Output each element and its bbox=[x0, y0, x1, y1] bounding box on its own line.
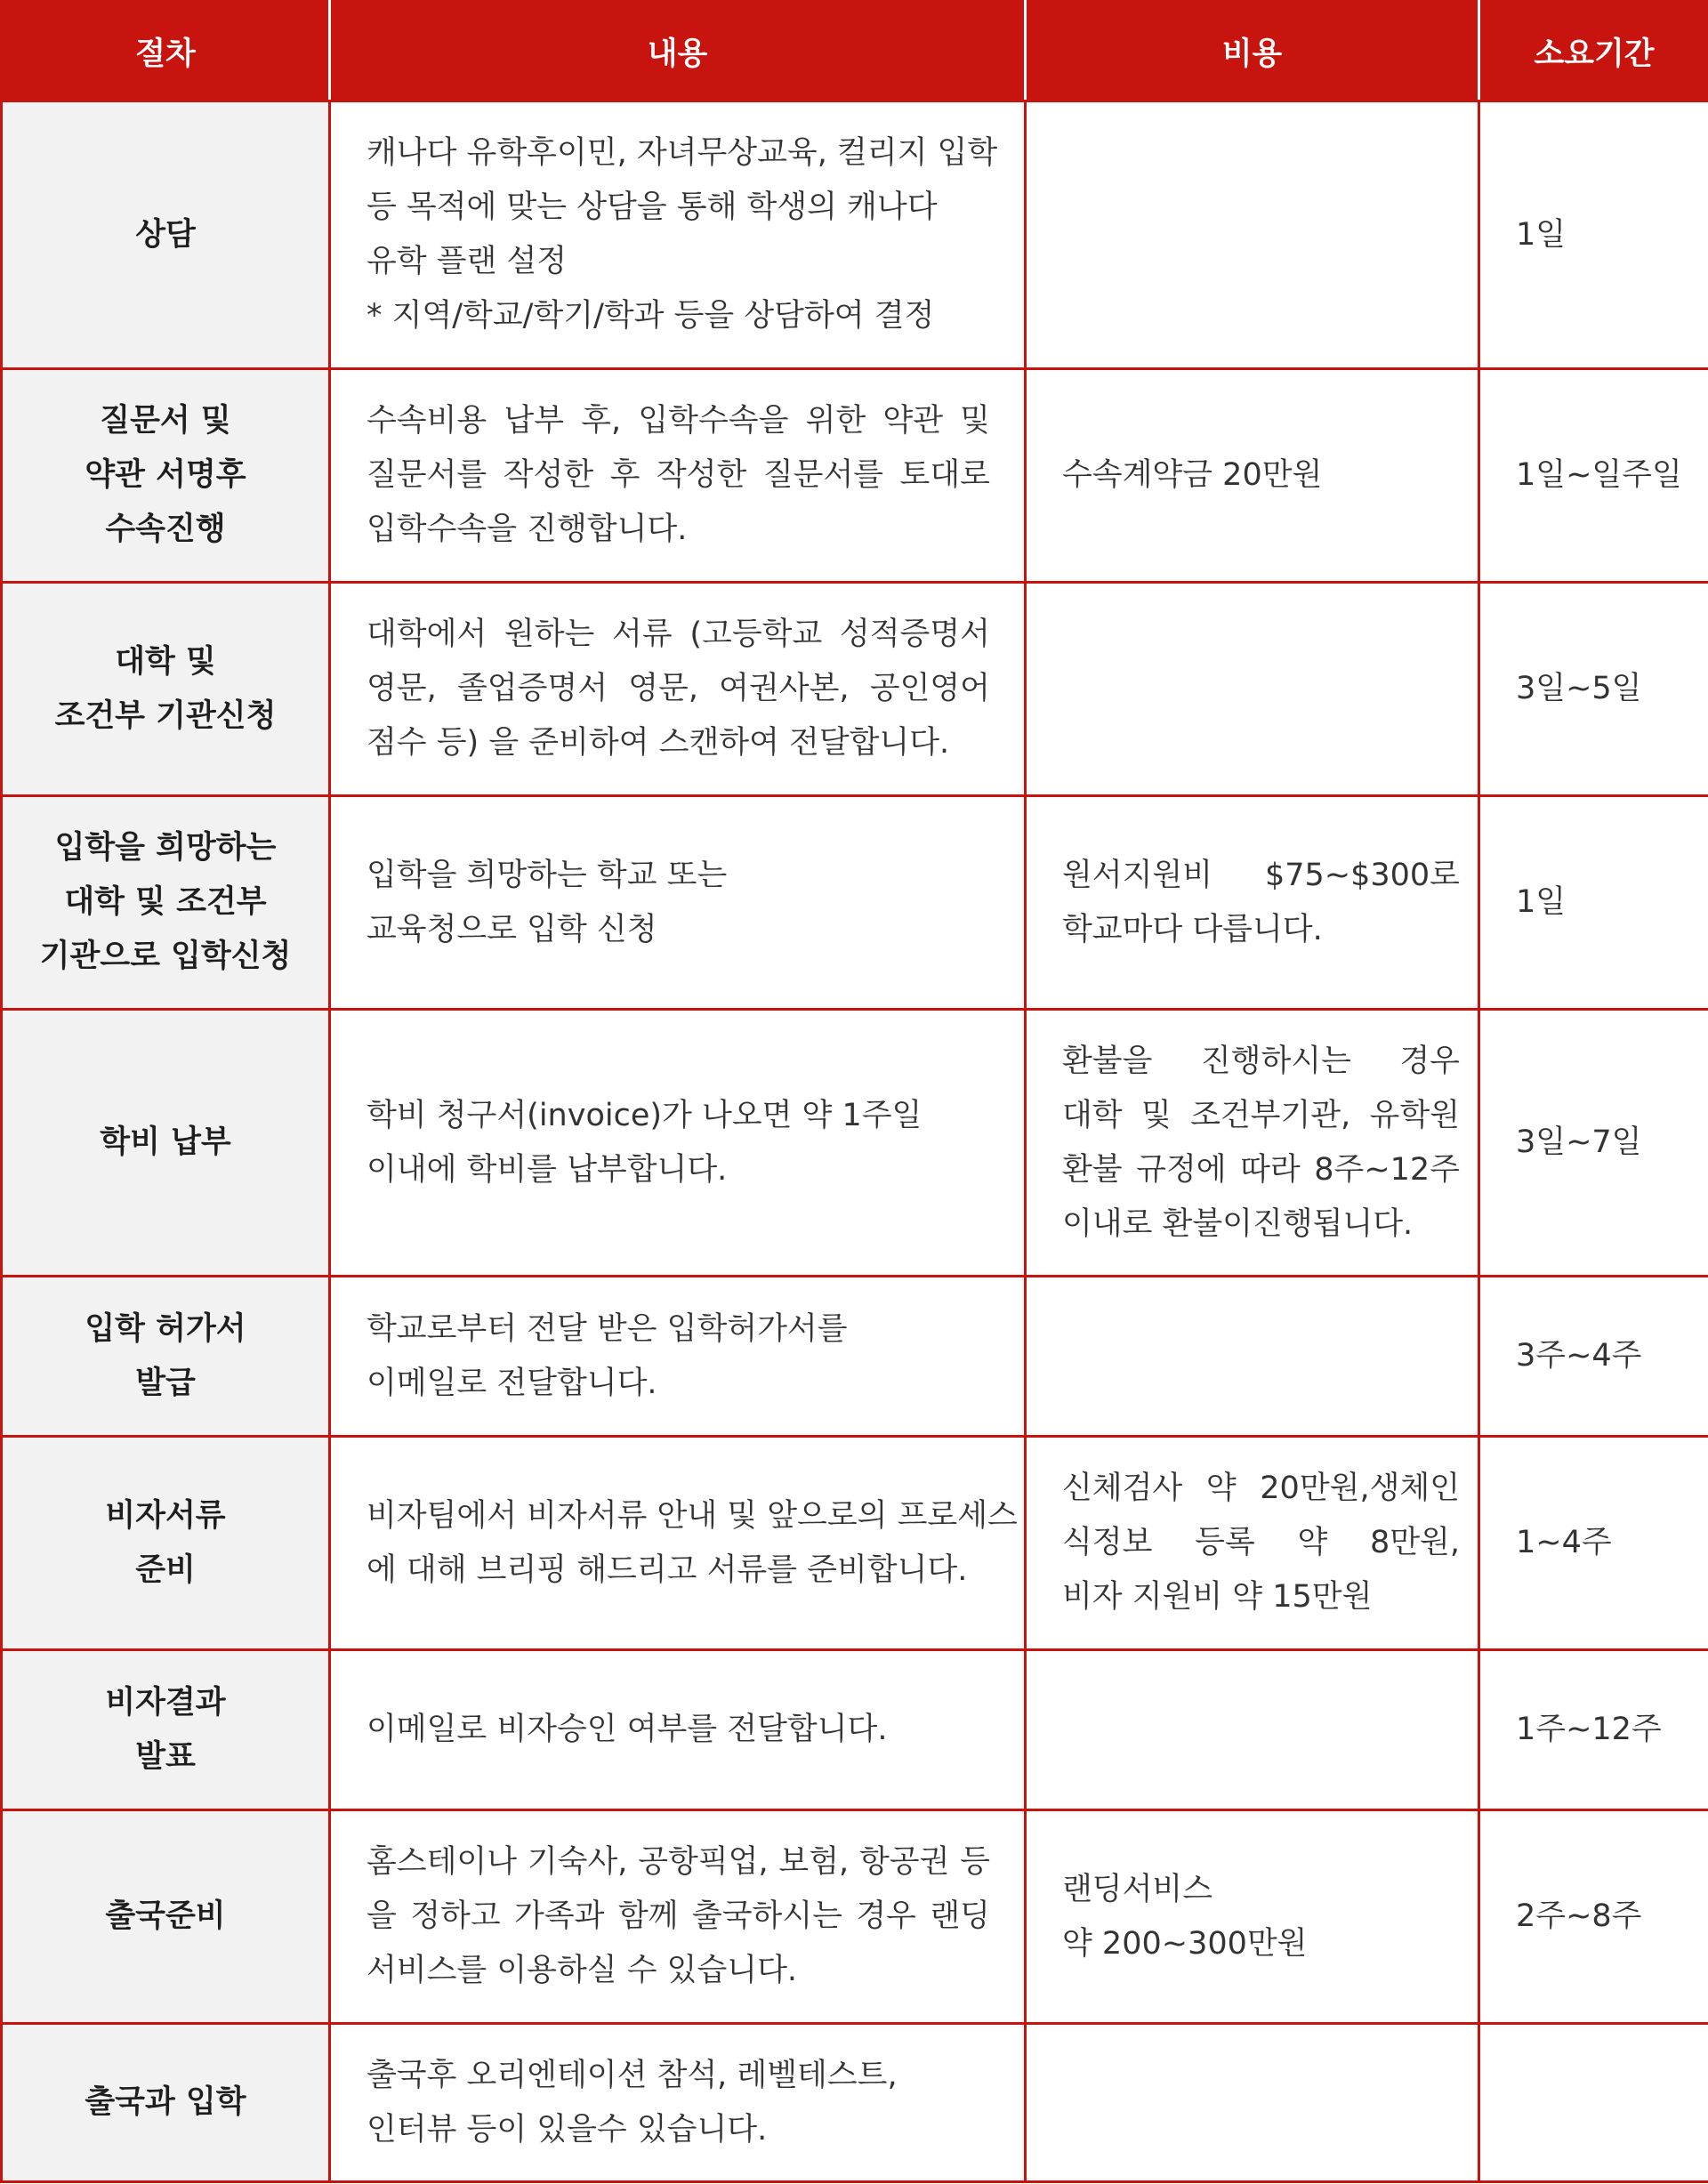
cell-content-line: 출국후 오리엔테이션 참석, 레벨테스트, bbox=[367, 2057, 898, 2093]
cell-content-line: 영문, 졸업증명서 영문, 여권사본, 공인영어 bbox=[367, 671, 990, 706]
cell-step-line: 수속진행 bbox=[105, 512, 226, 547]
cell-duration bbox=[1479, 369, 1708, 583]
header-cost: 비용 bbox=[1026, 2, 1479, 101]
cell-cost-line: 신체검사 약 20만원,생체인 bbox=[1062, 1471, 1460, 1506]
cell-content bbox=[330, 583, 1026, 796]
cell-duration-line: 1일~일주일 bbox=[1516, 457, 1682, 493]
cell-cost bbox=[1026, 583, 1479, 796]
cell-duration bbox=[1479, 2024, 1708, 2182]
cell-step-line: 발급 bbox=[135, 1365, 196, 1401]
cell-content bbox=[330, 369, 1026, 583]
cell-cost bbox=[1026, 1010, 1479, 1277]
cell-duration bbox=[1479, 796, 1708, 1010]
cell-duration-line: 1일 bbox=[1516, 884, 1567, 920]
cell-content bbox=[330, 796, 1026, 1010]
cell-content bbox=[330, 1810, 1026, 2024]
table-row bbox=[2, 369, 1708, 583]
cell-cost-line: 수속계약금 20만원 bbox=[1062, 457, 1323, 493]
cell-content bbox=[330, 2024, 1026, 2182]
cell-content-line: 점수 등) 을 준비하여 스캔하여 전달합니다. bbox=[367, 725, 950, 761]
cell-cost-line: 환불 규정에 따라 8주~12주 bbox=[1062, 1151, 1460, 1188]
cell-cost bbox=[1026, 369, 1479, 583]
cell-content-line: 질문서를 작성한 후 작성한 질문서를 토대로 bbox=[367, 457, 990, 493]
cell-step-line: 비자결과 bbox=[105, 1684, 226, 1721]
cell-content-line: 유학 플랜 설정 bbox=[367, 244, 568, 279]
cell-cost bbox=[1026, 796, 1479, 1010]
header-duration: 소요기간 bbox=[1479, 2, 1708, 101]
cell-step-line: 출국준비 bbox=[105, 1898, 226, 1934]
cell-content-line: 학교로부터 전달 받은 입학허가서를 bbox=[367, 1310, 848, 1347]
cell-duration bbox=[1479, 101, 1708, 369]
cell-step-line: 상담 bbox=[135, 216, 196, 253]
cell-step bbox=[2, 2024, 330, 2182]
cell-duration-line: 3주~4주 bbox=[1516, 1338, 1642, 1374]
header-content: 내용 bbox=[330, 2, 1026, 101]
cell-step-line: 기관으로 입학신청 bbox=[39, 939, 292, 974]
cell-cost-line: 환불을 진행하시는 경우 bbox=[1062, 1043, 1460, 1079]
cell-step-line: 대학 및 조건부 bbox=[64, 884, 267, 920]
cell-content-line: 이메일로 비자승인 여부를 전달합니다. bbox=[367, 1712, 888, 1747]
cell-step bbox=[2, 1650, 330, 1810]
cell-content bbox=[330, 1010, 1026, 1277]
cell-step-line: 준비 bbox=[135, 1551, 196, 1588]
cell-step bbox=[2, 101, 330, 369]
cell-step bbox=[2, 1437, 330, 1650]
cell-cost-line: 원서지원비 $75~$300로 bbox=[1062, 857, 1460, 893]
cell-step bbox=[2, 583, 330, 796]
cell-content-line: 인터뷰 등이 있을수 있습니다. bbox=[367, 2111, 768, 2148]
cell-content bbox=[330, 1650, 1026, 1810]
cell-step bbox=[2, 1010, 330, 1277]
cell-cost-line: 대학 및 조건부기관, 유학원 bbox=[1062, 1097, 1460, 1133]
table-row bbox=[2, 1277, 1708, 1437]
table-row bbox=[2, 2024, 1708, 2182]
cell-cost-line: 이내로 환불이진행됩니다. bbox=[1062, 1205, 1414, 1242]
cell-cost-line: 랜딩서비스 bbox=[1062, 1871, 1213, 1907]
cell-duration-line: 1~4주 bbox=[1516, 1525, 1612, 1560]
cell-step-line: 대학 및 bbox=[115, 643, 216, 680]
cell-cost bbox=[1026, 2024, 1479, 2182]
cell-step-line: 질문서 및 bbox=[100, 403, 231, 439]
cell-content-line: 수속비용 납부 후, 입학수속을 위한 약관 및 bbox=[367, 403, 990, 439]
cell-content-line: 대학에서 원하는 서류 (고등학교 성적증명서 bbox=[367, 617, 990, 652]
cell-step bbox=[2, 1810, 330, 2024]
cell-cost bbox=[1026, 1277, 1479, 1437]
cell-step-line: 학비 납부 bbox=[100, 1124, 231, 1160]
table-row bbox=[2, 1437, 1708, 1650]
cell-step-line: 발표 bbox=[135, 1738, 196, 1775]
header-step: 절차 bbox=[2, 2, 330, 101]
cell-content bbox=[330, 1277, 1026, 1437]
cell-step bbox=[2, 796, 330, 1010]
cell-cost-line: 약 200~300만원 bbox=[1062, 1925, 1308, 1962]
table-row bbox=[2, 1650, 1708, 1810]
cell-content-line: 입학수속을 진행합니다. bbox=[367, 512, 688, 547]
cell-content-line: 홈스테이나 기숙사, 공항픽업, 보험, 항공권 등 bbox=[367, 1844, 990, 1880]
cell-content-line: 을 정하고 가족과 함께 출국하시는 경우 랜딩 bbox=[367, 1898, 990, 1934]
cell-content-line: 캐나다 유학후이민, 자녀무상교육, 컬리지 입학 bbox=[367, 135, 998, 171]
cell-step bbox=[2, 1277, 330, 1437]
cell-step-line: 출국과 입학 bbox=[85, 2084, 246, 2120]
cell-content-line: 이내에 학비를 납부합니다. bbox=[367, 1151, 728, 1188]
cell-content-line: * 지역/학교/학기/학과 등을 상담하여 결정 bbox=[367, 298, 935, 334]
cell-duration bbox=[1479, 1437, 1708, 1650]
table-row bbox=[2, 101, 1708, 369]
table-row bbox=[2, 583, 1708, 796]
cell-cost-line: 학교마다 다릅니다. bbox=[1062, 911, 1323, 947]
cell-cost bbox=[1026, 1810, 1479, 2024]
cell-duration-line: 1주~12주 bbox=[1516, 1712, 1662, 1747]
cell-content-line: 이메일로 전달합니다. bbox=[367, 1365, 657, 1401]
cell-duration bbox=[1479, 1010, 1708, 1277]
table-body bbox=[2, 101, 1708, 2182]
table-row bbox=[2, 1010, 1708, 1277]
cell-step-line: 약관 서명후 bbox=[85, 457, 246, 493]
cell-content-line: 학비 청구서(invoice)가 나오면 약 1주일 bbox=[367, 1097, 922, 1133]
cell-step-line: 조건부 기관신청 bbox=[54, 697, 277, 734]
cell-duration-line: 1일 bbox=[1516, 216, 1567, 253]
cell-cost-line: 비자 지원비 약 15만원 bbox=[1062, 1579, 1373, 1615]
cell-content-line: 입학을 희망하는 학교 또는 bbox=[367, 857, 728, 893]
cell-content-line: 교육청으로 입학 신청 bbox=[367, 911, 657, 947]
cell-content bbox=[330, 101, 1026, 369]
cell-content-line: 등 목적에 맞는 상담을 통해 학생의 캐나다 bbox=[367, 189, 938, 225]
cell-duration-line: 3일~7일 bbox=[1516, 1124, 1642, 1160]
table-header-row bbox=[2, 2, 1708, 101]
cell-content bbox=[330, 1437, 1026, 1650]
table-row bbox=[2, 796, 1708, 1010]
cell-cost bbox=[1026, 1437, 1479, 1650]
cell-content-line: 서비스를 이용하실 수 있습니다. bbox=[367, 1953, 798, 1988]
cell-duration-line: 3일~5일 bbox=[1516, 671, 1642, 706]
cell-step-line: 비자서류 bbox=[105, 1497, 226, 1534]
cell-step bbox=[2, 369, 330, 583]
cell-cost bbox=[1026, 1650, 1479, 1810]
cell-duration bbox=[1479, 1650, 1708, 1810]
cell-duration bbox=[1479, 583, 1708, 796]
cell-duration bbox=[1479, 1277, 1708, 1437]
cell-cost bbox=[1026, 101, 1479, 369]
cell-step-line: 입학을 희망하는 bbox=[54, 830, 277, 866]
cell-duration-line: 2주~8주 bbox=[1516, 1898, 1642, 1934]
cell-content-line: 에 대해 브리핑 해드리고 서류를 준비합니다. bbox=[367, 1551, 968, 1588]
cell-content-line: 비자팀에서 비자서류 안내 및 앞으로의 프로세스 bbox=[367, 1497, 1018, 1534]
cell-cost-line: 식정보 등록 약 8만원, bbox=[1062, 1525, 1460, 1560]
table-row bbox=[2, 1810, 1708, 2024]
cell-duration bbox=[1479, 1810, 1708, 2024]
cell-step-line: 입학 허가서 bbox=[85, 1310, 246, 1347]
